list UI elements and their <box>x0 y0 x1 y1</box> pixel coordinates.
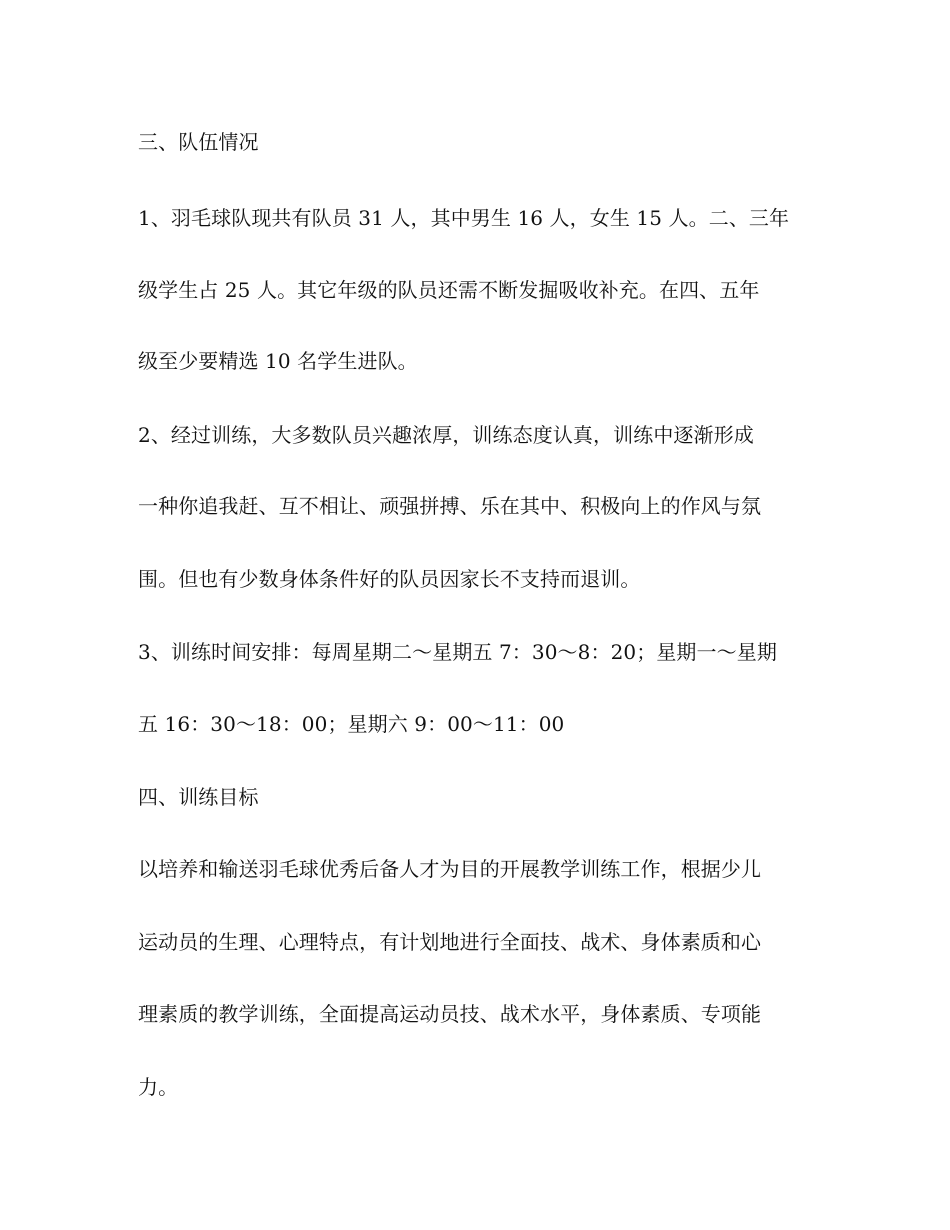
text-line: 五 16：30～18：00；星期六 9：00～11：00 <box>138 712 565 736</box>
text-line: 2、经过训练，大多数队员兴趣浓厚，训练态度认真，训练中逐渐形成 <box>138 423 754 447</box>
text-line: 3、训练时间安排：每周星期二～星期五 7：30～8：20；星期一～星期 <box>138 640 777 664</box>
text-line: 围。但也有少数身体条件好的队员因家长不支持而退训。 <box>138 567 641 591</box>
text-line: 以培养和输送羽毛球优秀后备人才为目的开展教学训练工作，根据少儿 <box>138 857 762 881</box>
section-heading-goals: 四、训练目标 <box>138 785 259 809</box>
text-line: 级至少要精选 10 名学生进队。 <box>138 349 418 373</box>
text-line: 理素质的教学训练，全面提高运动员技、战术水平，身体素质、专项能 <box>138 1002 762 1026</box>
text-line: 级学生占 25 人。其它年级的队员还需不断发掘吸收补充。在四、五年 <box>138 278 760 302</box>
section-heading-team: 三、队伍情况 <box>138 130 259 154</box>
text-line: 一种你追我赶、互不相让、顽强拼搏、乐在其中、积极向上的作风与氛 <box>138 494 762 518</box>
text-line: 运动员的生理、心理特点，有计划地进行全面技、战术、身体素质和心 <box>138 930 762 954</box>
text-line: 力。 <box>138 1075 179 1099</box>
text-line: 1、羽毛球队现共有队员 31 人，其中男生 16 人，女生 15 人。二、三年 <box>138 206 790 230</box>
